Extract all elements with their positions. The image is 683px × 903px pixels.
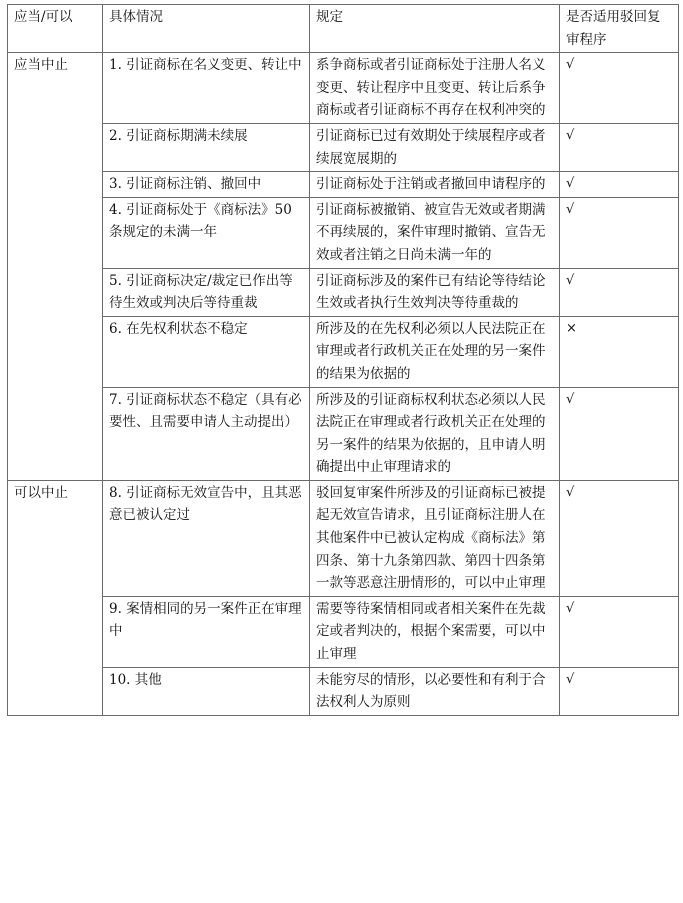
rule-cell: 需要等待案情相同或者相关案件在先裁定或者判决的，根据个案需要，可以中止审理 (310, 596, 560, 667)
table-row (8, 387, 679, 480)
situation-cell: 4. 引证商标处于《商标法》50 条规定的未满一年 (103, 197, 310, 268)
table-row (8, 480, 679, 596)
table-row (8, 123, 679, 171)
header-must-or-may: 应当/可以 (8, 5, 103, 53)
applicable-mark: √ (560, 172, 679, 198)
situation-cell: 5. 引证商标决定/裁定已作出等待生效或判决后等待重裁 (103, 268, 310, 316)
applicable-mark: √ (560, 197, 679, 268)
situation-cell: 7. 引证商标状态不稳定（具有必要性、且需要申请人主动提出） (103, 387, 310, 480)
table-row (8, 268, 679, 316)
applicable-mark: √ (560, 268, 679, 316)
applicable-mark: √ (560, 480, 679, 596)
table-row (8, 596, 679, 667)
group-label: 可以中止 (8, 480, 103, 715)
situation-cell: 8. 引证商标无效宣告中，且其恶意已被认定过 (103, 480, 310, 596)
applicable-mark: × (560, 316, 679, 387)
table-row (8, 197, 679, 268)
header-rule: 规定 (310, 5, 560, 53)
situation-cell: 1. 引证商标在名义变更、转让中 (103, 53, 310, 124)
applicable-mark: √ (560, 53, 679, 124)
rule-cell: 系争商标或者引证商标处于注册人名义变更、转让程序中且变更、转让后系争商标或者引证商标不再存在权利冲突的 (310, 53, 560, 124)
rule-cell: 所涉及的在先权利必须以人民法院正在审理或者行政机关正在处理的另一案件的结果为依据的 (310, 316, 560, 387)
header-applicable: 是否适用驳回复审程序 (560, 5, 679, 53)
rule-cell: 未能穷尽的情形，以必要性和有利于合法权利人为原则 (310, 667, 560, 715)
table-row (8, 667, 679, 715)
rules-table (7, 4, 679, 716)
rule-cell: 引证商标已过有效期处于续展程序或者续展宽展期的 (310, 123, 560, 171)
table-row (8, 316, 679, 387)
table-row (8, 53, 679, 124)
table-row (8, 172, 679, 198)
header-row (8, 5, 679, 53)
applicable-mark: √ (560, 667, 679, 715)
header-situation: 具体情况 (103, 5, 310, 53)
rule-cell: 驳回复审案件所涉及的引证商标已被提起无效宣告请求，且引证商标注册人在其他案件中已被认定构成《商标法》第四条、第十九条第四款、第四十四条第一款等恶意注册情形的，可以中止审理 (310, 480, 560, 596)
rule-cell: 所涉及的引证商标权利状态必须以人民法院正在审理或者行政机关正在处理的另一案件的结果为依据的，且申请人明确提出中止审理请求的 (310, 387, 560, 480)
situation-cell: 9. 案情相同的另一案件正在审理中 (103, 596, 310, 667)
situation-cell: 6. 在先权利状态不稳定 (103, 316, 310, 387)
situation-cell: 2. 引证商标期满未续展 (103, 123, 310, 171)
applicable-mark: √ (560, 387, 679, 480)
group-label: 应当中止 (8, 53, 103, 481)
applicable-mark: √ (560, 123, 679, 171)
table-body (8, 5, 679, 716)
applicable-mark: √ (560, 596, 679, 667)
rule-cell: 引证商标涉及的案件已有结论等待结论生效或者执行生效判决等待重裁的 (310, 268, 560, 316)
situation-cell: 10. 其他 (103, 667, 310, 715)
rule-cell: 引证商标被撤销、被宣告无效或者期满不再续展的，案件审理时撤销、宣告无效或者注销之日尚未满一年的 (310, 197, 560, 268)
situation-cell: 3. 引证商标注销、撤回中 (103, 172, 310, 198)
rule-cell: 引证商标处于注销或者撤回申请程序的 (310, 172, 560, 198)
